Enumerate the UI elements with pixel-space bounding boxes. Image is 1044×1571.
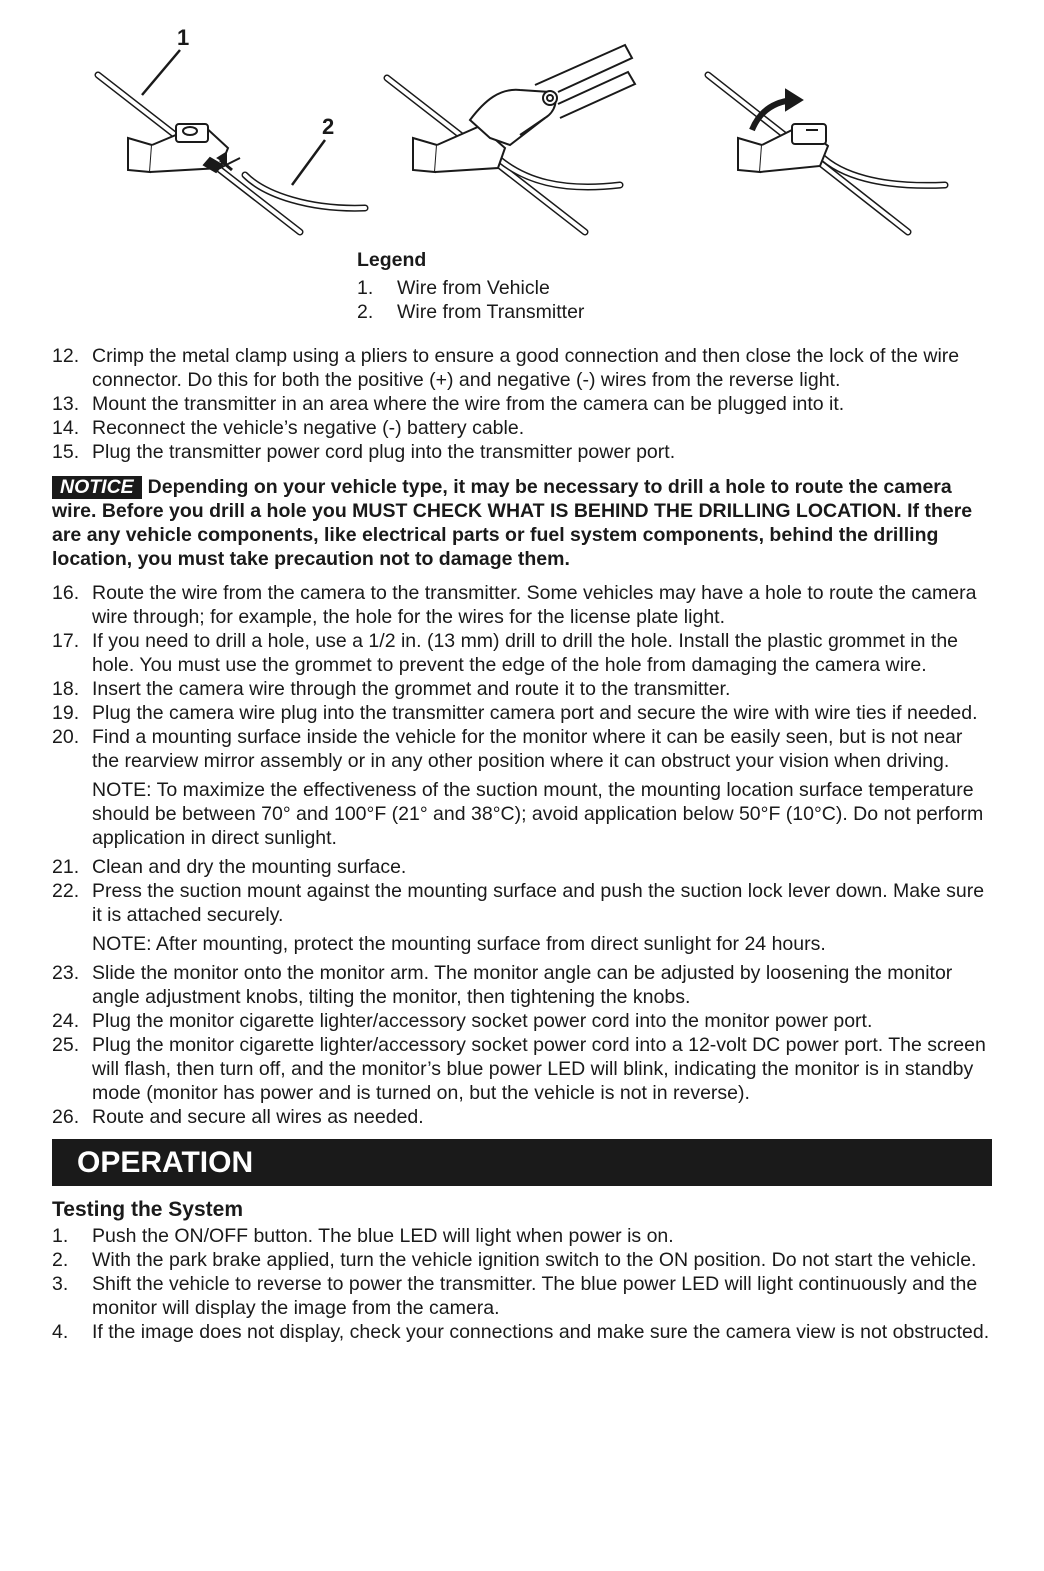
list-item: 17. If you need to drill a hole, use a 1/2 in. (13 mm) drill to drill the hole. Install the plastic grommet in the hole. You must use the grommet to prevent the edge of the hole from damaging the camera wire. <box>52 630 959 676</box>
list-item: 12. Crimp the metal clamp using a pliers to ensure a good connection and then close the lock of the wire connector. Do this for both the positive (+) and negative (-) wires from the reverse light. <box>52 345 960 391</box>
instructions-content <box>52 344 992 1344</box>
list-item: 24. Plug the monitor cigarette lighter/accessory socket power cord into the monitor power port. <box>52 1010 873 1032</box>
notice-text: Depending on your vehicle type, it may be necessary to drill a hole to route the camera wire. Before you drill a hole you MUST CHECK WHAT IS BEHIND THE DRILLING LOCATION. If there are any vehicle components, like electrical parts or fuel system components, behind the drilling location, you must take precaution not to damage them. <box>52 476 973 570</box>
callout-2: 2 <box>322 114 335 139</box>
list-item: 13. Mount the transmitter in an area where the wire from the camera can be plugged into it. <box>52 393 845 415</box>
note-suction-temperature: NOTE: To maximize the effectiveness of the suction mount, the mounting location surface temperature should be between 70° and 100°F (21° and 38°C); avoid application below 50°F (10°C). Do not perform application in direct sunlight. <box>92 779 984 849</box>
legend-item: 1. Wire from Vehicle <box>357 277 550 299</box>
steps-23-26 <box>52 961 992 1129</box>
legend <box>357 248 584 324</box>
list-item: 19. Plug the camera wire plug into the transmitter camera port and secure the wire with wire ties if needed. <box>52 702 978 724</box>
list-item: 3. Shift the vehicle to reverse to power the transmitter. The blue power LED will light continuously and the monitor will display the image from the camera. <box>52 1273 978 1319</box>
panel-insert-wire <box>98 50 365 232</box>
legend-title: Legend <box>357 249 427 271</box>
steps-21-22 <box>52 855 992 927</box>
steps-12-15 <box>52 344 992 464</box>
panel-close-lock <box>708 75 945 232</box>
list-item: 26. Route and secure all wires as needed. <box>52 1106 424 1128</box>
list-item: 18. Insert the camera wire through the grommet and route it to the transmitter. <box>52 678 731 700</box>
section-header-operation: OPERATION <box>52 1139 992 1186</box>
callout-1: 1 <box>177 25 190 50</box>
panel-crimp-pliers <box>387 45 635 232</box>
list-item: 22. Press the suction mount against the mounting surface and push the suction lock lever down. Make sure it is attached securely. <box>52 880 985 926</box>
list-item: 2. With the park brake applied, turn the vehicle ignition switch to the ON position. Do not start the vehicle. <box>52 1249 977 1271</box>
list-item: 15. Plug the transmitter power cord plug into the transmitter power port. <box>52 441 676 463</box>
list-item: 23. Slide the monitor onto the monitor arm. The monitor angle can be adjusted by loosening the monitor angle adjustment knobs, tilting the monitor, then tightening the knobs. <box>52 962 953 1008</box>
list-item: 1. Push the ON/OFF button. The blue LED will light when power is on. <box>52 1225 674 1247</box>
legend-item: 2. Wire from Transmitter <box>357 301 585 323</box>
wire-connector-illustration <box>80 20 960 245</box>
list-item: 14. Reconnect the vehicle’s negative (-) battery cable. <box>52 417 525 439</box>
list-item: 20. Find a mounting surface inside the vehicle for the monitor where it can be easily seen, but is not near the rearview mirror assembly or in any other position where it can obstruct your vision when driving. <box>52 726 963 772</box>
operation-steps <box>52 1224 992 1344</box>
notice-badge: NOTICE <box>52 476 142 499</box>
list-item: 16. Route the wire from the camera to the transmitter. Some vehicles may have a hole to route the camera wire through; for example, the hole for the wires for the license plate light. <box>52 582 977 628</box>
notice-block <box>52 475 992 571</box>
illustration-svg <box>80 20 960 245</box>
steps-16-20 <box>52 581 992 773</box>
note-after-mounting: NOTE: After mounting, protect the mounting surface from direct sunlight for 24 hours. <box>92 933 826 955</box>
list-item: 25. Plug the monitor cigarette lighter/accessory socket power cord into a 12-volt DC power port. The screen will flash, then turn off, and the monitor’s blue power LED will blink, indicating the monitor is in standby mode (monitor has power and is turned on, but the vehicle is not in reverse). <box>52 1034 986 1104</box>
list-item: 4. If the image does not display, check your connections and make sure the camera view is not obstructed. <box>52 1321 990 1343</box>
subsection-title: Testing the System <box>52 1198 243 1221</box>
list-item: 21. Clean and dry the mounting surface. <box>52 856 407 878</box>
